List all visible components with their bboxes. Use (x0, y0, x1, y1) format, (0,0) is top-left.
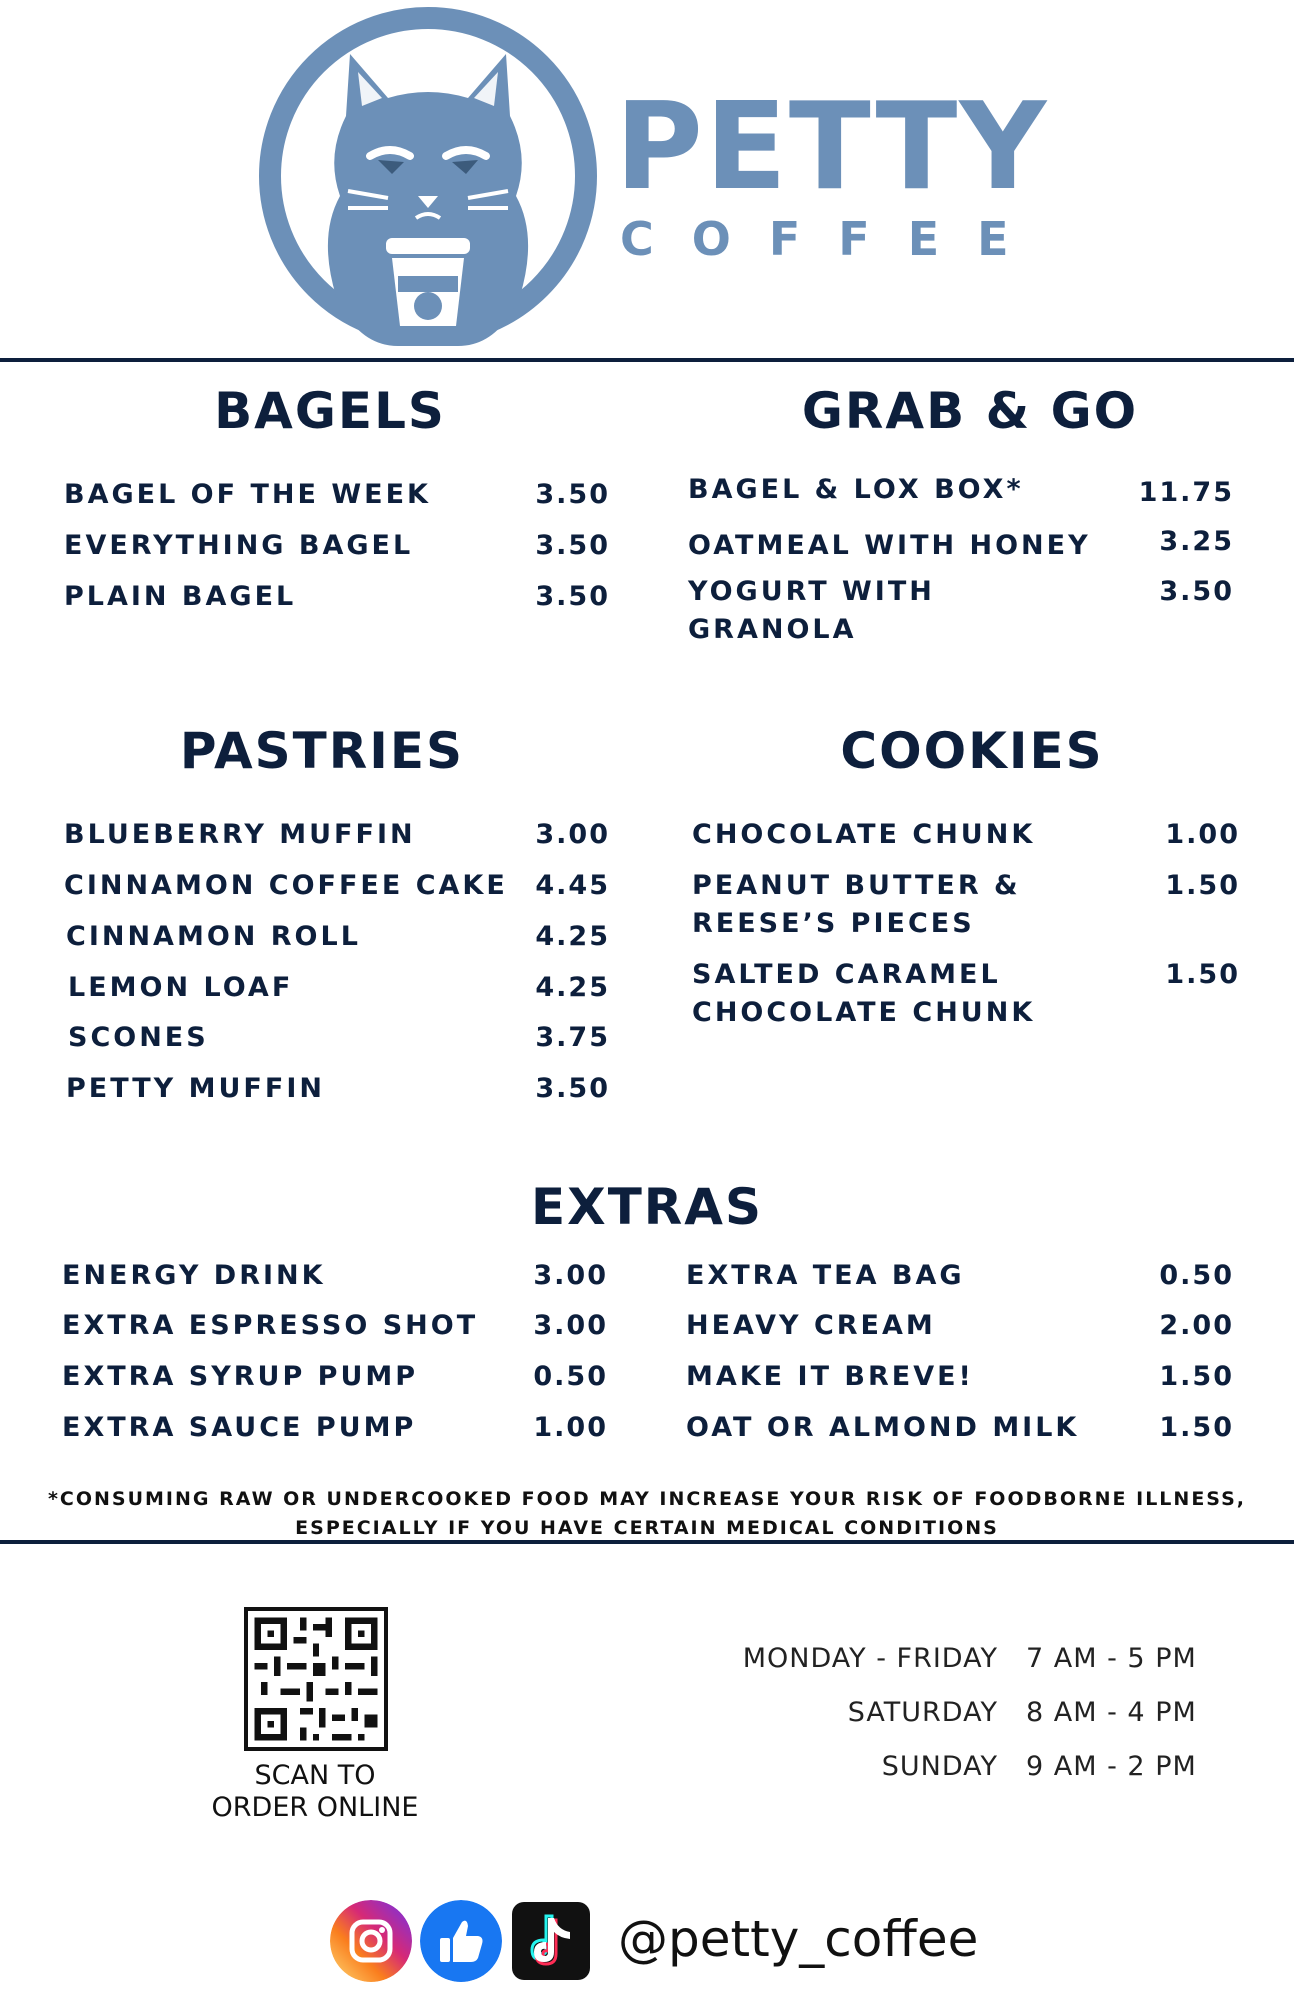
menu-price: 4.25 (535, 972, 610, 1003)
extras-title: EXTRAS (530, 1178, 764, 1236)
menu-price: 2.00 (1159, 1310, 1234, 1341)
menu-price: 0.50 (533, 1361, 608, 1392)
menu-price: 3.50 (1159, 576, 1234, 607)
menu-item: HEAVY CREAM (686, 1310, 936, 1341)
menu-item: PETTY MUFFIN (66, 1073, 325, 1104)
menu-price: 1.50 (1165, 959, 1240, 990)
menu-item: EXTRA TEA BAG (686, 1260, 965, 1291)
menu-item: EXTRA SYRUP PUMP (62, 1361, 419, 1392)
menu-price: 4.25 (535, 921, 610, 952)
cookies-title: COOKIES (840, 722, 1104, 780)
menu-item: LEMON LOAF (68, 972, 294, 1003)
menu-item: YOGURT WITH (688, 576, 935, 607)
qr-caption-line1: SCAN TO (254, 1760, 376, 1791)
menu-price: 1.50 (1165, 870, 1240, 901)
hours-day: SATURDAY (847, 1697, 998, 1728)
hours-day: MONDAY - FRIDAY (742, 1643, 998, 1674)
hours-time: 9 AM - 2 PM (1026, 1751, 1197, 1782)
brand-subtitle: COFFEE (620, 212, 1047, 266)
notice-line1: *CONSUMING RAW OR UNDERCOOKED FOOD MAY INCREASE YOUR RISK OF FOODBORNE ILLNESS, (47, 1488, 1247, 1510)
menu-price: 3.50 (535, 1073, 610, 1104)
menu-price: 3.25 (1159, 526, 1234, 557)
menu-price: 3.00 (535, 819, 610, 850)
menu-price: 3.00 (533, 1310, 608, 1341)
menu-price: 3.00 (533, 1260, 608, 1291)
menu-item: EVERYTHING BAGEL (64, 530, 414, 561)
menu-item: BAGEL OF THE WEEK (64, 479, 431, 510)
menu-item: OAT OR ALMOND MILK (686, 1412, 1080, 1443)
menu-item: SALTED CARAMEL (692, 959, 1001, 990)
menu-item: SCONES (68, 1022, 209, 1053)
bagels-title: BAGELS (214, 382, 446, 440)
menu-price: 3.50 (535, 581, 610, 612)
menu-item: BAGEL & LOX BOX* (688, 474, 1024, 505)
menu-price: 0.50 (1159, 1260, 1234, 1291)
menu-item-line2: GRANOLA (688, 614, 857, 645)
qr-caption (190, 1760, 440, 1824)
menu-item: EXTRA SAUCE PUMP (62, 1412, 417, 1443)
menu-item-line2: CHOCOLATE CHUNK (692, 997, 1036, 1028)
menu-item: PLAIN BAGEL (64, 581, 297, 612)
menu-price: 3.50 (535, 479, 610, 510)
grab-and-go-title: GRAB & GO (801, 382, 1139, 440)
menu-price: 1.00 (1165, 819, 1240, 850)
tiktok-icon[interactable] (512, 1902, 590, 1980)
menu-item: EXTRA ESPRESSO SHOT (62, 1310, 479, 1341)
top-divider (0, 358, 1294, 362)
instagram-icon[interactable] (330, 1900, 412, 1982)
menu-price: 11.75 (1138, 477, 1234, 508)
facebook-like-icon[interactable] (420, 1900, 502, 1982)
hours-day: SUNDAY (881, 1751, 998, 1782)
menu-item: BLUEBERRY MUFFIN (64, 819, 416, 850)
menu-price: 1.00 (533, 1412, 608, 1443)
menu-price: 4.45 (535, 870, 610, 901)
menu-item: MAKE IT BREVE! (686, 1361, 974, 1392)
menu-item: PEANUT BUTTER & (692, 870, 1021, 901)
pastries-title: PASTRIES (179, 722, 465, 780)
menu-item: ENERGY DRINK (62, 1260, 326, 1291)
menu-price: 3.50 (535, 530, 610, 561)
menu-price: 1.50 (1159, 1361, 1234, 1392)
menu-item: CINNAMON COFFEE CAKE (64, 870, 508, 901)
petty-cat-logo (258, 6, 598, 346)
hours-time: 7 AM - 5 PM (1026, 1643, 1197, 1674)
menu-price: 1.50 (1159, 1412, 1234, 1443)
hours-time: 8 AM - 4 PM (1026, 1697, 1197, 1728)
menu-item: OATMEAL WITH HONEY (688, 530, 1091, 561)
qr-caption-line2: ORDER ONLINE (211, 1792, 419, 1823)
bottom-divider (0, 1540, 1294, 1544)
qr-code[interactable] (244, 1607, 388, 1751)
notice-line2: ESPECIALLY IF YOU HAVE CERTAIN MEDICAL CONDITIONS (295, 1517, 999, 1539)
menu-price: 3.75 (535, 1022, 610, 1053)
menu-item: CINNAMON ROLL (66, 921, 361, 952)
social-handle[interactable]: @petty_coffee (618, 1910, 979, 1968)
food-safety-notice (40, 1485, 1254, 1543)
menu-item: CHOCOLATE CHUNK (692, 819, 1036, 850)
brand-name: PETTY (615, 78, 1049, 217)
menu-item-line2: REESE’S PIECES (692, 908, 975, 939)
